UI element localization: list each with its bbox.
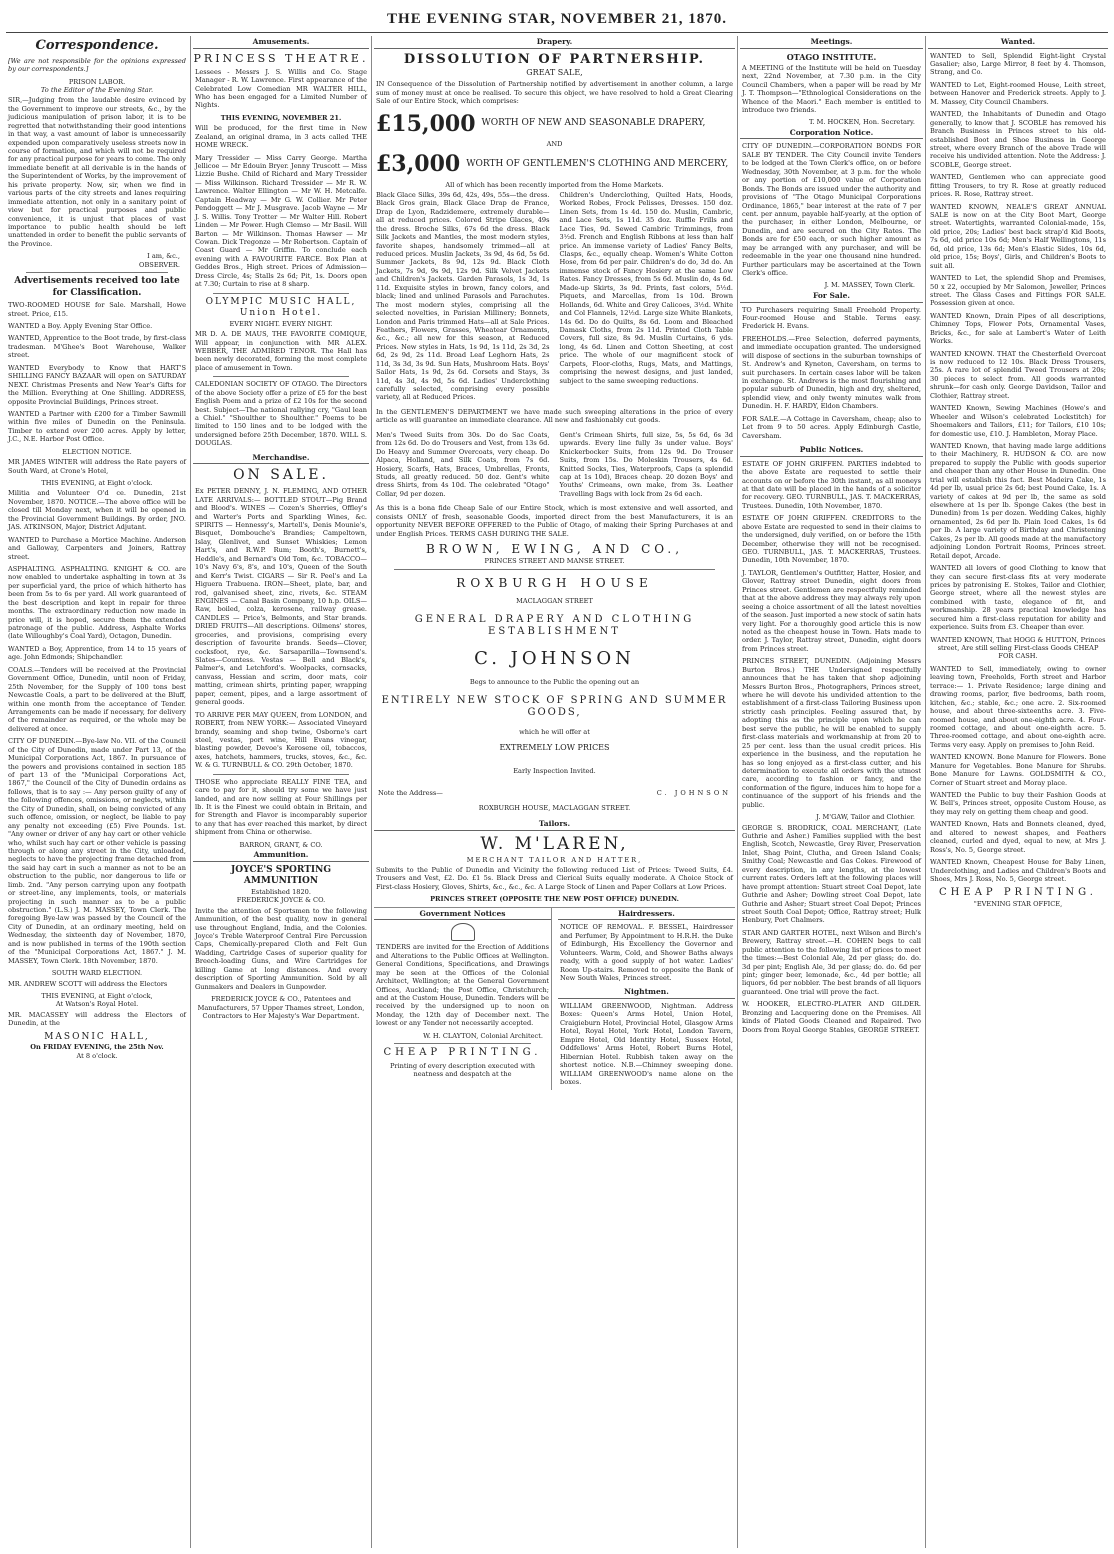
south-time: THIS EVENING, at Eight o'clock, bbox=[41, 991, 153, 1000]
drapery-lists bbox=[374, 189, 735, 406]
gents-right: Gent's Crimean Shirts, full size, 5s, 5s 6d, 6s 3d upwards. Every line fully 3s under value. Boys' Knickerbocker Suits, from 12s 9d. Do Trouser Suits, from 15s. Do Moleskin Trousers, 4s 6d. Knitted Socks, Ties, Waterproofs, Caps (a splendid cap at 1s 10d), Braces cheap. 20 dozen Boys' and Youths' Crimeans, own make, from 3s. Leather Travelling Bags with lock from 2s 6d each. bbox=[559, 430, 733, 498]
macassey-text: MR. MACASSEY will address the Electors of Dunedin, at the bbox=[8, 1010, 186, 1028]
wanted-ad: WANTED to Sell, immediately, owing to owner leaving town, Freeholds, Forth street and Harbor terrace:— 1. Private Residence; large dining and drawing rooms, parlor, five bedrooms, bath room, kitchen, &c.; stable, &c.; one acre. 2. Six-roomed house, and about three-sixteenths acre. 3. Five-roomed house, and about one-eighth acre. 4. Four-roomed cottage, and about one-eighth acre. 5. Three-roomed cottage, and about one-eighth acre. Terms very easy. Apply on premises to John Reid. bbox=[930, 664, 1106, 749]
divider bbox=[213, 293, 349, 294]
corp-body: CITY OF DUNEDIN.—CORPORATION BONDS FOR SALE BY TENDER. The City Council invite Tenders to be lodged at the Town Clerk's office, on or before Wednesday, 30th November, at 3 p.m. for the whole or any portion of £10,000 value of Corporation Bonds. The Bonds are issued under the authority and provisions of "The Otago Municipal Corporations Ordinance, 1865," bear interest at the rate of 7 per cent. per annum, payable half-yearly, at the option of the purchaser, in either London, Melbourne, or Dunedin, and are secured on the City Rates. The Bonds are for £50 each, or such higher amount as may be arranged with any purchaser, and will be redeemable in the year one thousand nine hundred. Further particulars may be ascertained at the Town Clerk's office. bbox=[742, 142, 921, 278]
militia-notice: Militia and Volunteer O'd ce. Dunedin, 21st November, 1870. NOTICE.—The above office will be closed till Monday next, when it will be opened in the Provincial Government Buildings. By order, JNO. JAS. ATKINSON, Major, District Adjutant. bbox=[8, 489, 186, 532]
hooker-ad: W. HOOKER, ELECTRO-PLATER AND GILDER. Bronzing and Lacquering done on the Premises. All kinds of Plated Goods Cleaned and Repaired. Two Doors from Royal George Stables, GEORGE STREET. bbox=[742, 1000, 921, 1034]
joyce-body: Invite the attention of Sportsmen to the following Ammunition, of the best quality, now in general use throughout England, India, and the Colonies. Joyce's Treble Waterproof Central Fire Percussion Caps, Chemically-prepared Cloth and Felt Gun Wadding, Cartridge Cases of superior quality for Breech-loading Guns, and Wire Cartridges for killing Game at long distances. And every description of Sporting Ammunition. Sold by all Gunmakers and Dealers in Gunpowder. bbox=[195, 906, 367, 991]
drapery-intro: IN Consequence of the Dissolution of Partnership notified by advertisement in another column, a large sum of money must at once be realised. To secure this object, we have resolved to hold a Great Clearing Sale of our Entire Stock, which comprises: bbox=[376, 80, 733, 106]
stock-line bbox=[376, 150, 733, 178]
hair-column bbox=[558, 908, 735, 1091]
wanted-ad: WANTED Known, Drain Pipes of all descriptions, Chimney Tops, Flower Pots, Ornamental Vases, Bricks, &c., for sale at Lambert's Water of Leith Works. bbox=[930, 311, 1106, 346]
cheap-body: Printing of every description executed with neatness and despatch at the bbox=[389, 1061, 535, 1079]
wanted-ad: WANTED all lovers of good Clothing to know that they can secure first-class fits at very moderate prices by patronising E. Stokes, Tailor and Clothier, George street, where all the newest styles are combined with taste, elegance of fit, and workmanship. 28 years practical knowledge has secured him a first-class reputation for ability and experience. Suits from £3. Cheaper than ever. bbox=[930, 564, 1106, 632]
maclaggan: MACLAGGAN STREET bbox=[516, 597, 593, 606]
dissolution-title: DISSOLUTION OF PARTNERSHIP. bbox=[403, 51, 706, 67]
column-2 bbox=[193, 36, 369, 1548]
letter-close: I am, &c., bbox=[147, 252, 180, 261]
section-header: Government Notices bbox=[374, 908, 551, 921]
stock-line bbox=[376, 110, 733, 138]
onsale-body: Ex PETER DENNY, J. N. FLEMING, AND OTHER LATE ARRIVALS:— BOTTLED STOUT—Pig Brand and Blood's. WINES — Cozen's Sherries, Offley's and Warter's Ports and Sparkling Wines, &c. SPIRITS — Hennessy's, Martell's, Denis Mounie's, Bisquet, Dombouche's Brandies; Campeltown, Islay, Glenlivet, and Sunset Whiskies; Lemon Hart's, and R.W.P. Rum; Booth's, Burnett's, Heddle's, and Bernard's Old Tom, &c. TOBACCO—10's Navy 6's, 8's, and 10's, Queen of the South and Kerr's Twist. CIGARS — Sir R. Peel's and La Higuera Trabuena. IRON—Sheet, plate, bar, and rod, galvanised sheet, zinc, rivets, &c. STEAM ENGINES — Canal Basin Company, 10 h.p. OILS— Raw, boiled, colza, kerosene, railway grease. CANDLES — Price's, Belmonts, and Star brands. DRIED FRUITS—All descriptions. Oilmens' stores, groceries, and provisions, comprising every description of favourite brands. Seeds—Clover, cocksfoot, rye, &c. Sarsaparilla—Townsend's. Slates—Countess. Vestas — Bell and Black's, Palmer's, and Letchford's. Woolpacks, cornsacks, canvass, Hessian and scrim, door mats, coir matting, crimean shirts, printing paper, wrapping paper, cement, pipes, and a large assortment of general goods. bbox=[195, 487, 367, 707]
section-header: Hairdressers. bbox=[558, 908, 735, 921]
column-divider bbox=[925, 36, 926, 1548]
otago-sign: T. M. HOCKEN, Hon. Secretary. bbox=[808, 118, 915, 127]
olympic-every: EVERY NIGHT. EVERY NIGHT. bbox=[229, 319, 333, 328]
disclaimer: [We are not responsible for the opinions expressed by our correspondents.] bbox=[8, 56, 186, 74]
princess-play: Will be produced, for the first time in New Zealand, an original drama, in 3 acts called THE HOME WRECK. bbox=[195, 124, 367, 150]
wanted-ad: WANTED Known, Cheapest House for Baby Linen, Underclothing, and Ladies and Children's Boots and Shoes, Mrs J. Ross, No. 5, George street. bbox=[930, 858, 1106, 883]
bessel-body: NOTICE OF REMOVAL. F. BESSEL, Hairdresser and Perfumer, By Appointment to H.R.H. the Duke of Edinburgh, His Excellency the Governor and Volunteers. Warm, Cold, and Shower Baths always ready, with a good supply of hot water. Ladies' Room Up-stairs. Removed to opposite the Bank of New South Wales, Princes street. bbox=[560, 923, 733, 982]
letter-to: To the Editor of the Evening Star. bbox=[40, 85, 154, 94]
south-heading: SOUTH WARD ELECTION. bbox=[51, 969, 143, 978]
divider bbox=[394, 1043, 531, 1044]
drapery-left-list: Black Glace Silks, 39s 6d, 42s, 49s, 55s—the dress. Black Gros grain, Black Glace Drap de France, Drap de Lyon, Radzidemere, extremely durable—all at reduced prices. Colored Stripe Glaces, 49s the dress. Broche Silks, 67s 6d the dress. Black Silk Jackets and Mantles, the most modern styles, favorite shapes, handsomely trimmed—all at reduced prices. Muslin Jackets, 3s 9d, 4s 6d, 5s 6d. Summer Jackets, 8s 9d, 12s 9d. Black Cloth Jackets, 7s 9d, 9s 9d, 12s 9d. Silk Velvet Jackets and Children's Jackets. Garden Parasols, 1s 3d, 1s 11d. Exquisite styles in brown, fancy colors, and black; lined and unlined Parasols and Parachutes. The most modern styles, comprising all the selected novelties, in Parisian Millinery; Bonnets, London and Paris trimmed Hats—all at Sale Prices. Feathers, Flowers, Grasses, Wheatear Ornaments, &c., &c.; all new for this season, at Reduced Prices. New styles in Hats, 1s 9d, 1s 11d, 2s 3d, 2s 6d, 2s 9d, 2s 11d. Broad Leaf Leghorn Hats, 2s 11d, 3s 3d, 3s 9d. Sun Hats, Mushroom Hats. Boys' Sailor Hats, 1s 9d, 2s 6d. Corsets and Stays, 3s 11d, 4s 3d, 4s 9d, 5s 6d. Ladies' Underclothing carefully selected, comprising every possible variety, all at Reduced Prices. bbox=[376, 190, 550, 402]
gents-intro: In the GENTLEMEN'S DEPARTMENT we have made such sweeping alterations in the price of every article as will guarantee an immediate clearance. All new and fashionably cut goods. bbox=[376, 407, 733, 425]
ad: COALS.—Tenders will be received at the Provincial Government Office, Dunedin, until noon of Friday, 25th November, for the Supply of 100 tons best Newcastle Coals, a part to be delivered at the Bluff, within one month from the acceptance of Tender. Arrangements can be made if necessary, for delivery of the remainder as required, or the whole may be delivered at once. bbox=[8, 665, 186, 733]
wanted-ad: WANTED Known, Sewing Machines (Howe's and Wheeler and Wilson's celebrated Lockstitch) for Shoemakers and Tailors, £11; for Tailors, £10 10s; for domestic use, £10. J. Hambleton, Moray Place. bbox=[930, 404, 1106, 438]
mlaren-body: Submits to the Public of Dunedin and Vicinity the following reduced List of Prices: Tweed Suits, £4. Trousers and Vest, £2. Do. £1 5s. Black Dress and Clerical Suits equally moderate. A Choice Stock of First-class Hosiery, Gloves, Shirts, &c., &c., &c. A Large Stock of Linen and Paper Collars at Low Prices. bbox=[376, 866, 733, 891]
wanted-ad: WANTED, Gentlemen who can appreciate good fitting Trousers, to try R. Rose at greatly reduced prices. R. Rose, Rattray street. bbox=[930, 173, 1106, 199]
divider bbox=[213, 376, 349, 377]
late-heading: Advertisements received too late for Classification. bbox=[14, 276, 180, 298]
ad: WANTED a Boy, Apprentice, from 14 to 15 years of age. John Edmonds; Shipchandler. bbox=[8, 644, 186, 662]
joyce-co: FREDERICK JOYCE & CO. bbox=[236, 896, 326, 905]
princess-title: PRINCESS THEATRE. bbox=[193, 51, 369, 65]
cheap-sub: "EVENING STAR OFFICE, bbox=[973, 900, 1063, 909]
column-divider bbox=[190, 36, 191, 1548]
section-header: Tailors. bbox=[374, 818, 735, 831]
royal-crest-icon bbox=[451, 923, 475, 941]
olympic-body: MR D. A. DE MAUS, THE FAVORITE COMIQUE, Will appear, in conjunction with MR ALEX. WEBBER, THE ADMIRED TENOR. The Hall has been newly decorated, forming the most complete place of amusement in Town. bbox=[195, 330, 367, 372]
cheap-printing: CHEAP PRINTING. bbox=[939, 887, 1097, 899]
griffen-notice: ESTATE OF JOHN GRIFFEN. PARTIES indebted to the above Estate are requested to settle their accounts on or before the 30th instant, as all moneys at that date will be placed in the hands of a solicitor for recovery. GEO. TURNBULL, JAS. T. MACKERRAS, Trustees. Dunedin, 10th November, 1870. bbox=[742, 459, 921, 510]
great-sale: GREAT SALE, bbox=[526, 68, 583, 78]
letter-title: PRISON LABOR. bbox=[68, 77, 126, 86]
election-heading: ELECTION NOTICE. bbox=[62, 447, 132, 456]
column-1 bbox=[6, 36, 188, 1548]
princess-body: Lessees - Messrs J. S. Willis and Co. Stage Manager - R. W. Lawrence. First appearance of the Celebrated Low Comedian MR WALTER HILL, Who has been engaged for a Limited Number of Nights. bbox=[195, 67, 367, 110]
stock-amount: £15,000 bbox=[376, 110, 476, 137]
note-address bbox=[378, 789, 731, 797]
greenwood-body: WILLIAM GREENWOOD, Nightman. Address Boxes: Queen's Arms Hotel, Union Hotel, Craigieburn Hotel, Provincial Hotel, Glasgow Arms Hotel, Royal Hotel, York Hotel, London Tavern, Empire Hotel, Old Identity Hotel, Sussex Hotel, Oddfellows' Arms Hotel, Robert Burns Hotel, Hibernian Hotel. Rubbish taken away on the shortest notice. N.B.—Chimney sweeping done. WILLIAM GREENWOOD's name alone on the boxes. bbox=[560, 1002, 733, 1086]
brodrick-ad: GEORGE S. BRODRICK, COAL MERCHANT, (Late Guthrie and Asher.) Families supplied with the best English, Scotch, Newcastle, Grey River, Preservation Inlet, Shag Point, Clutha, and Green Island Coals; Smithy Coal; Newcastle and Gas Cokes. Firewood of every description, in any lengths, at the lowest current rates. Orders left at the following places will have prompt attention: Stuart street Coal Depot, late Guthrie and Asher; Dowling street Coal Depot, late Guthrie and Asher; Stuart street Coal Depot; Princes street South Coal Depot; Office, Rattray street; Hulk Henbury, Port Chalmers. bbox=[742, 823, 921, 925]
bona-fide: As this is a bona fide Cheap Sale of our Entire Stock, which is most extensive and well assorted, and consists ONLY of fresh, seasonable Goods, imported direct from the best Manufacturers, it is an opportunity NEVER BEFORE OFFERED to the Public of Otago, of making their Spring Purchases at and under English Prices. TERMS CASH DURING THE SALE. bbox=[376, 504, 733, 538]
ad: WANTED a Boy. Apply Evening Star Office. bbox=[8, 322, 153, 331]
tea-sign: BARRON, GRANT, & CO. bbox=[239, 840, 323, 849]
south-place: At Watson's Royal Hotel. bbox=[55, 1000, 139, 1009]
macassey-time: On FRIDAY EVENING, the 25th Nov. bbox=[30, 1043, 164, 1052]
ad: CITY OF DUNEDIN.—Bye-law No. VII. of the Council of the City of Dunedin, made under Part 13, of the Municipal Corporations Act, 1867. In pursuance of the powers and provisions contained in section 185 of part 13 of the "Municipal Corporations Act, 1867," the Council of the City of Dunedin ordains as follows, that is to say :— Any person guilty of any of the following offences, omissions, or neglects, within the City of Dunedin, shall, on being convicted of any such offence, omission, or neglect, be liable to pay any penalty not exceeding (£5) Five Pounds. 1st. "Any owner or driver of any hay cart or other vehicle who, whilst such hay cart or other vehicle is passing through or along any street in the City, unloaded, neglects to have the projecting frame detached from the said hay cart in such a manner as not to be an obstruction to the public, nor dangerous to life or limb. 2nd. "Any person carrying upon any footpath or street-line, any implements, tools, or materials projecting in such manner as to be a public obstruction." (L.S.) J. M. MASSEY, Town Clerk. The foregoing Bye-law was passed by the Council of the City of Dunedin, at an ordinary meeting, held on Wednesday, the sixteenth day of November, 1870, and is now published in terms of the 190th section of the "Municipal Corporations Act, 1867." J. M. MASSEY, Town Clerk. 18th November, 1870. bbox=[8, 737, 186, 965]
letter-body: SIR,—Judging from the laudable desire evinced by the Government to improve our streets, &c., by the judicious manipulation of prison labor, it is to be regretted that notwithstanding their good intentions in that way, a vast amount of labor is unnecessarily expended upon comparatively useless streets now in course of formation, and which will not be required for any practical purpose for years to come. The only immediate benefit at all derivable is in the hands of the Superintendent of Works, by the improvement of his private property. Now, sir, when we find in various parts of the city streets and lanes requiring immediate attention, not only in a sanitary point of view but for practical purposes and public convenience, it is unjust that places of vast importance to public health should be left unattended in order to benefit the public servants of the Province. bbox=[8, 96, 186, 248]
gov-column bbox=[374, 908, 552, 1091]
stock-text: WORTH OF GENTLEMEN'S CLOTHING AND MERCERY, bbox=[466, 158, 729, 169]
mlaren-name: W. M'LAREN, bbox=[480, 833, 629, 854]
joyce-foot: FREDERICK JOYCE & CO., Patentees and Manufacturers, 57 Upper Thames street, London, Contractors to Her Majesty's War Department. bbox=[197, 995, 365, 1020]
princess-evening: THIS EVENING, NOVEMBER 21. bbox=[220, 113, 342, 122]
ad: TWO-ROOMED HOUSE for Sale. Marshall, Howe street. Price, £15. bbox=[8, 301, 186, 318]
section-header: Wanted. bbox=[928, 36, 1108, 49]
letter-sign: OBSERVER. bbox=[139, 260, 180, 269]
ad: WANTED to Purchase a Mortice Machine. Anderson and Galloway, Carpenters and Joiners, Rattray street. bbox=[8, 535, 186, 561]
tea-body: THOSE who appreciate REALLY FINE TEA, and care to pay for it, should try some we have just landed, and are now selling at Four Shillings per lb. It is the Finest we could obtain in Britain, and for Strength and Flavor is incomparably superior to any that has ever reached this market, by direct shipment from China or otherwise. bbox=[195, 777, 367, 837]
bottom-split bbox=[374, 907, 735, 1091]
column-5 bbox=[928, 36, 1108, 1548]
princess-cast: Mary Tressider — Miss Carry George. Martha Jellicoe — Mr Edouin Bryer. Jenny Truscott — Miss Lizzie Bushe. Child of Richard and Mary Tressider — Miss Wilkinson. Richard Tressider — Mr R. W. Lawrence. Walter Ellington — Mr W. H. Metcalfe. Captain Headway — Mr G. W. Collier. Mr Peter Pendoggett — Mr J. Musgrave. Jacob Wayne — Mr J. S. Willis. Tony Trotter — Mr Walter Hill. Robert Linden — Mr Power. Hugh Clemso — Mr Basil. Will Barton — Mr Wilkinson. Thomas Hawser — Mr Cowan. Dick Tregonze — Mr Robertson. Captain of Coast Guard — Mr Griffin. To conclude each evening with A FAVOURITE FARCE. Box Plan at Geddes Bros., High street. Prices of Admission—Dress Circle, 4s; Stalls 2s 6d; Pit, 1s. Doors open at 7.30; Curtain to rise at 8 sharp. bbox=[195, 153, 367, 289]
mgaw-ad: PRINCES STREET, DUNEDIN. (Adjoining Messrs Burton Bros.) THE Undersigned respectfully announces that he has taken that shop adjoining Messrs Burton Bros., Photographers, Princes street, where he will devote his undivided attention to the establishment of a first-class Tailoring Business upon strictly cash principles. Feeling assured that, by adopting this as the principle upon which he can best serve the public, he will be enabled to supply first-class materials and workmanship at from 20 to 25 per cent. less than the usual credit prices. His experience in the business, and the reputation he has so long enjoyed as a first-class cutter, and his determination to execute all orders with the utmost care, according to fashion or fancy, and the conformation of the figure, induces him to hope for a continuance of the support of his friends and the public. bbox=[742, 657, 921, 809]
mlaren-address: PRINCES STREET (OPPOSITE THE NEW POST OFFICE) DUNEDIN. bbox=[430, 895, 679, 904]
section-header: Public Notices. bbox=[740, 444, 923, 457]
low-prices: EXTREMELY LOW PRICES bbox=[499, 742, 610, 752]
note-name: C. JOHNSON bbox=[656, 789, 731, 798]
macassey-place: MASONIC HALL, bbox=[44, 1031, 150, 1042]
joyce-est: Established 1820. bbox=[251, 887, 311, 896]
arrive-body: TO ARRIVE PER MAY QUEEN, from LONDON, and ROBERT, from NEW YORK:— Associated Vineyard brandy, seaming and shop twine, Osborne's cart steel, vestas, port wine, Hill Evans vinegar, blasting powder, Devoe's Kerosene oil, tobaccos, axes, hatchets, hammers, trucks, stoves, &c., &c. W. & G. TURNBULL & CO. 29th October, 1870. bbox=[195, 710, 367, 770]
wanted-ad: WANTED KNOWN, NEALE'S GREAT ANNUAL SALE is now on at the City Boot Mart, George street. Watertights, warranted Colonial-made, 15s, old price, 20s; Ladies' best back strap'd Kid Boots, 7s 6d, old price 10s 6d; Men's Half Wellingtons, 11s 6d, old price, 13s 6d; Men's Elastic Sides, 10s 6d, old price, 15s; Boys', Girls, and Children's Boots to suit all. bbox=[930, 202, 1106, 270]
section-heading: Correspondence. bbox=[35, 38, 159, 53]
early-inspection: Early Inspection Invited. bbox=[513, 766, 596, 775]
divider bbox=[213, 774, 349, 775]
section-header: For Sale. bbox=[740, 290, 923, 303]
drapery-right-list: Children's Underclothing, Quilted Hats, Hoods, Worked Robes, Frock Pelisses, Dresses. 150 doz. Linen Sets, from 1s 4d. 150 do. Muslin, Cambric, and Lace Sets, 1s 11d. 35 doz. Ruffle Frills and Lace Ties, 9d. Sewed Cambric Trimmings, from 3½d. French and English Ribbons at less than half price. An immense variety of Ladies' Fancy Belts, Clasps, &c., equally cheap. Women's White Cotton Hose, from 6d per pair. Children's do do, 3d do. An immense stock of Fancy Hosiery at the same Low Rates. Fancy Dresses, from 5s 6d. Muslin do, 4s 6d. Made-up Skirts, 3s 9d. Prints, fast colors, 5½d. Piquets, and Marcellas, from 1s 10d. Brown Hollands, 6d. White and Grey Calicoes, 3½d. White and Col Flannels, 12½d. Large size White Blankets, 14s 6d. Do do Quilts, 8s 6d. Loom and Bleached Damask Cloths, from 2s 11d. Printed Cloth Table Covers, full size, 8s 9d. Muslin Curtains, 6 yds. long, 4s 6d. Linen and Cotton Sheeting, at cost price. The whole of our magnificent stock of Carpets, Floor-cloths, Rugs, Mats, and Mattings, comprising the newest designs, and just landed, subject to the same sweeping reductions. bbox=[559, 190, 733, 385]
gents-left: Men's Tweed Suits from 30s. Do do Sac Coats, from 12s 6d. Do do Trousers and Vest, from 13s 6d. Do Heavy and Summer Overcoats, very cheap. Do Alpaca, Holland, and Silk Coats, from 7s 6d. Hosiery, Scarfs, Hats, Braces, Umbrellas, Fronts, Studs, all greatly reduced. 50 doz. Gent's white dress Shirts, from 4s 10d. The celebrated "Otago" Collar, 9d per dozen. bbox=[376, 430, 550, 498]
election-time: THIS EVENING, at Eight o'clock. bbox=[41, 479, 153, 488]
offered: which he will offer at bbox=[519, 728, 590, 737]
divider bbox=[394, 569, 715, 570]
section-header: Drapery. bbox=[374, 36, 735, 49]
gov-body: TENDERS are invited for the Erection of Additions and Alterations to the Public Offices at Wellington. General Conditions, Specifications, and Drawings may be seen at the Offices of the Colonial Architect, Wellington; at the General Government Offices, Auckland; the Post Office, Christchurch; and at the Custom House, Dunedin. Tenders will be received by the undersigned up to noon on Monday, the 12th day of December next. The lowest or any Tender not necessarily accepted. bbox=[376, 943, 549, 1028]
ad: ASPHALTING. ASPHALTING. KNIGHT & CO. are now enabled to undertake asphalting in town at 3s per superficial yard, the price of which hitherto has been from 5s to 6s per yard. All work guaranteed of the best description and kept in repair for three months. The extraordinary reduction now made in price will, it is hoped, secure them the extended patronage of the public. Address, Asphalte Works (late Willoughby's Coal Yard), Octagon, Dunedin. bbox=[8, 564, 186, 641]
otago-title: OTAGO INSTITUTE. bbox=[786, 51, 877, 62]
johnson-name: C. JOHNSON bbox=[474, 648, 635, 670]
stock-text: WORTH OF NEW AND SEASONABLE DRAPERY, bbox=[481, 118, 706, 129]
column-divider bbox=[371, 36, 372, 1548]
macassey-hour: At 8 o'clock. bbox=[76, 1051, 118, 1060]
divider bbox=[26, 272, 168, 273]
wanted-ad: WANTED Known, that having made large additions to their Machinery, R. HUDSON & CO. are now prepared to supply the Public with goods superior and cheaper than any other House in Dunedin. One trial will establish this fact. Best Madeira Cake, 1s 4d per lb, usual price 2s 6d; best Pound Cake, 1s. A variety of cakes at 9d per lb, the same as sold elsewhere at 1s per lb. Sponge Cakes (the best in Dunedin) from 1s per dozen. Wedding Cakes, highly ornamented, 2s 6d per lb. Plain Iced Cakes, 1s 6d per lb. A large variety of Birthday and Christening Cakes, 2s per lb. All goods made at the manufactory adjoining London Portrait Rooms, Princes street. Retail depot, Arcade. bbox=[930, 441, 1106, 560]
wanted-ad: WANTED to Let, the splendid Shop and Premises, 50 x 22, occupied by Mr Salomon, Jeweller, Princes street. The Glass Cases and Fittings FOR SALE. Possession given at once. bbox=[930, 274, 1106, 308]
imported-note: All of which has been recently imported from the Home Markets. bbox=[445, 180, 664, 189]
masthead-rule bbox=[6, 32, 1108, 33]
section-header: Corporation Notice. bbox=[740, 127, 923, 140]
wanted-ad: WANTED KNOWN, That HOGG & HUTTON, Princes street, Are still selling First-class Goods CHEAP FOR CASH. bbox=[930, 635, 1106, 661]
johnson-intro: Begs to announce to the Public the opening out an bbox=[469, 678, 640, 687]
onsale-title: ON SALE. bbox=[233, 467, 329, 484]
wanted-ad: WANTED KNOWN. Bone Manure for Flowers. Bone Manure for Vegetables. Bone Manure for Shrubs. Bone Manure for Lawns. GOLDSMITH & CO., Corner of Stuart street and Moray place. bbox=[930, 753, 1106, 787]
section-header: Meetings. bbox=[740, 36, 923, 49]
section-header: Nightmen. bbox=[558, 986, 735, 999]
sale-ad: TO Purchasers requiring Small Freehold Property. Four-roomed House and Stable. Terms easy. Frederick H. Evans. bbox=[742, 305, 921, 331]
roxburgh-title: ROXBURGH HOUSE bbox=[456, 575, 653, 590]
wanted-ad: WANTED, the Inhabitants of Dunedin and Otago generally, to know that J. SCOBLE has removed his Branch Business in Princes street to his old-established Boot and Shoe Business in George street, where every Branch of the above Trade will receive his undivided attention. Note the Address: J. SCOBLE, George street. bbox=[930, 110, 1106, 169]
brown-ewing: BROWN, EWING, AND CO., bbox=[425, 542, 684, 557]
wanted-ad: WANTED KNOWN. THAT the Chesterfield Overcoat is now reduced to 12 10s. Black Dress Trousers, 25s. A rare lot of splendid Tweed Trousers at 20s; 30 pieces to select from. All goods warranted shrunk—for cash only. George Davidson, Tailor and Clothier, Rattray street. bbox=[930, 349, 1106, 400]
wanted-ad: WANTED to Sell, Splendid Eight-light Crystal Gasalier; also, Large Mirror, 8 feet by 4. Thomson, Strang, and Co. bbox=[930, 51, 1106, 77]
olympic-title: OLYMPIC MUSIC HALL, Union Hotel. bbox=[205, 296, 357, 319]
section-header: Amusements. bbox=[193, 36, 369, 49]
ad: WANTED a Partner with £200 for a Timber Sawmill within five miles of Dunedin on the Peninsula. Timber to extend over 200 acres. Apply by letter, J.C., N.E. Harbor Post Office. bbox=[8, 409, 186, 444]
sale-ad: FOR SALE.—A Cottage in Caversham, cheap; also to Let from 9 to 50 acres. Apply Edinburgh Castle, Caversham. bbox=[742, 414, 921, 440]
south-text: MR. ANDREW SCOTT will address the Electors bbox=[8, 979, 168, 988]
brown-address: PRINCES STREET AND MANSE STREET. bbox=[484, 557, 625, 566]
entirely-new: ENTIRELY NEW STOCK OF SPRING AND SUMMER GOODS, bbox=[381, 694, 728, 719]
mlaren-sub: MERCHANT TAILOR AND HATTER, bbox=[466, 855, 643, 864]
griffen-notice: ESTATE OF JOHN GRIFFEN. CREDITORS to the above Estate are requested to send in their claims to the undersigned, duly verified, on or before the 15th December, otherwise they will not be recognised. GEO. TURNBULL, JAS. T. MACKERRAS, Trustees. Dunedin, 10th November, 1870. bbox=[742, 514, 921, 565]
election-text: MR JAMES WINTER will address the Rate payers of South Ward, at Crone's Hotel, bbox=[8, 458, 186, 475]
note-address-line: ROXBURGH HOUSE, MACLAGGAN STREET. bbox=[478, 803, 631, 812]
gents-lists bbox=[374, 429, 735, 503]
stock-amount: £3,000 bbox=[376, 151, 461, 178]
wanted-ad: WANTED the Public to buy their Fashion Goods at W. Bell's, Princes street, opposite Custom House, as they may rely on getting them cheap and good. bbox=[930, 791, 1106, 816]
section-header: Merchandise. bbox=[193, 452, 369, 465]
note-label: Note the Address— bbox=[378, 789, 443, 798]
wanted-ad: WANTED Known, Hats and Bonnets cleaned, dyed, and altered to newest shapes, and Feathers cleaned, curled and dyed, equal to new, at Mrs J. Ross's, No. 5, George street. bbox=[930, 820, 1106, 854]
sale-ad: FREEHOLDS.—Free Selection, deferred payments, and immediate occupation granted. The undersigned will dispose of sections in the suburban townships of St. Andrew's and Kyneton, Caversham, on terms to suit purchasers. In certain cases labor will be taken in exchange. St. Andrews is the most flourishing and popular suburb of Dunedin, high and dry, sheltered, splendid view, and only twenty minutes walk from Dunedin. H. F. HARDY, Eldon Chambers. bbox=[742, 334, 921, 411]
joyce-title: JOYCE'S SPORTING AMMUNITION bbox=[230, 864, 332, 887]
general-establishment: GENERAL DRAPERY AND CLOTHING ESTABLISHMENT bbox=[414, 613, 695, 638]
corp-sign: J. M. MASSEY, Town Clerk. bbox=[824, 281, 915, 290]
column-4 bbox=[740, 36, 923, 1548]
caledonian: CALEDONIAN SOCIETY OF OTAGO. The Directors of the above Society offer a prize of £5 for the best English Poem and a prize of £2 10s for the second best. Subject—The national rallying cry, "Gaul lean a Chiel." "Shoulther to Shoulther." Poems to be limited to 150 lines and to be lodged with the undersigned before 25th December, 1870. WILL S. DOUGLAS. bbox=[195, 380, 367, 448]
mgaw-sign: J. M'GAW, Tailor and Clothier. bbox=[816, 813, 915, 822]
column-divider bbox=[737, 36, 738, 1548]
masthead: THE EVENING STAR, NOVEMBER 21, 1870. bbox=[387, 11, 727, 27]
section-header: Ammunition. bbox=[193, 849, 369, 862]
otago-body: A MEETING of the Institute will be held on Tuesday next, 22nd November, at 7.30 p.m. in the City Council Chambers, when a paper will be read by Mr J. T. Thompson—"Ethnological Considerations on the Whence of the Maori." Each member is entitled to introduce two friends. bbox=[742, 63, 921, 115]
cheap-printing: CHEAP PRINTING. bbox=[383, 1047, 542, 1059]
and-text: AND bbox=[546, 139, 563, 148]
ad: WANTED Everybody to Know that HART'S SHILLING FANCY BAZAAR will open on SATURDAY NEXT. Christmas Presents and New Year's Gifts for the Million. Everything at One Shilling. ADDRESS, opposite Provincial Buildings, Princes street. bbox=[8, 363, 186, 406]
wanted-ad: WANTED to Let, Eight-roomed House, Leith street, between Hanover and Frederick streets. Apply to J. M. Massey, City Council Chambers. bbox=[930, 80, 1106, 106]
gov-sign: W. H. CLAYTON, Colonial Architect. bbox=[423, 1031, 543, 1040]
column-3 bbox=[374, 36, 735, 1548]
ad: WANTED, Apprentice to the Boot trade, by first-class tradesman. M'Ghee's Boot Warehouse, Walker street. bbox=[8, 334, 186, 360]
star-garter-ad: STAR AND GARTER HOTEL, next Wilson and Birch's Brewery, Rattray street.—H. COHEN begs to call public attention to the following list of prices to meet the times:—Best Colonial Ale, 2d per glass; do. do. 3d per pint; English Ale, 3d per glass; do. do. 6d per pint; ginger beer, lemonade, &c., 4d per bottle; all liquors, 6d per nobbler. The best brands of all liquors guaranteed. One trial will prove the fact. bbox=[742, 928, 921, 996]
taylor-ad: J. TAYLOR, Gentlemen's Outfitter, Hatter, Hosier, and Glover, Rattray street Dunedin, eight doors from Princes street. Gentlemen are respectfully reminded that at the above address they may always rely upon seeing a choice assortment of all the latest novelties of the season. Just imported a new stock of satin hats very light. For a thoroughly good article this is now noted as the cheapest house in Town. Hats made to order. J. Taylor, Rattray street, Dunedin, eight doors from Princes street. bbox=[742, 568, 921, 653]
